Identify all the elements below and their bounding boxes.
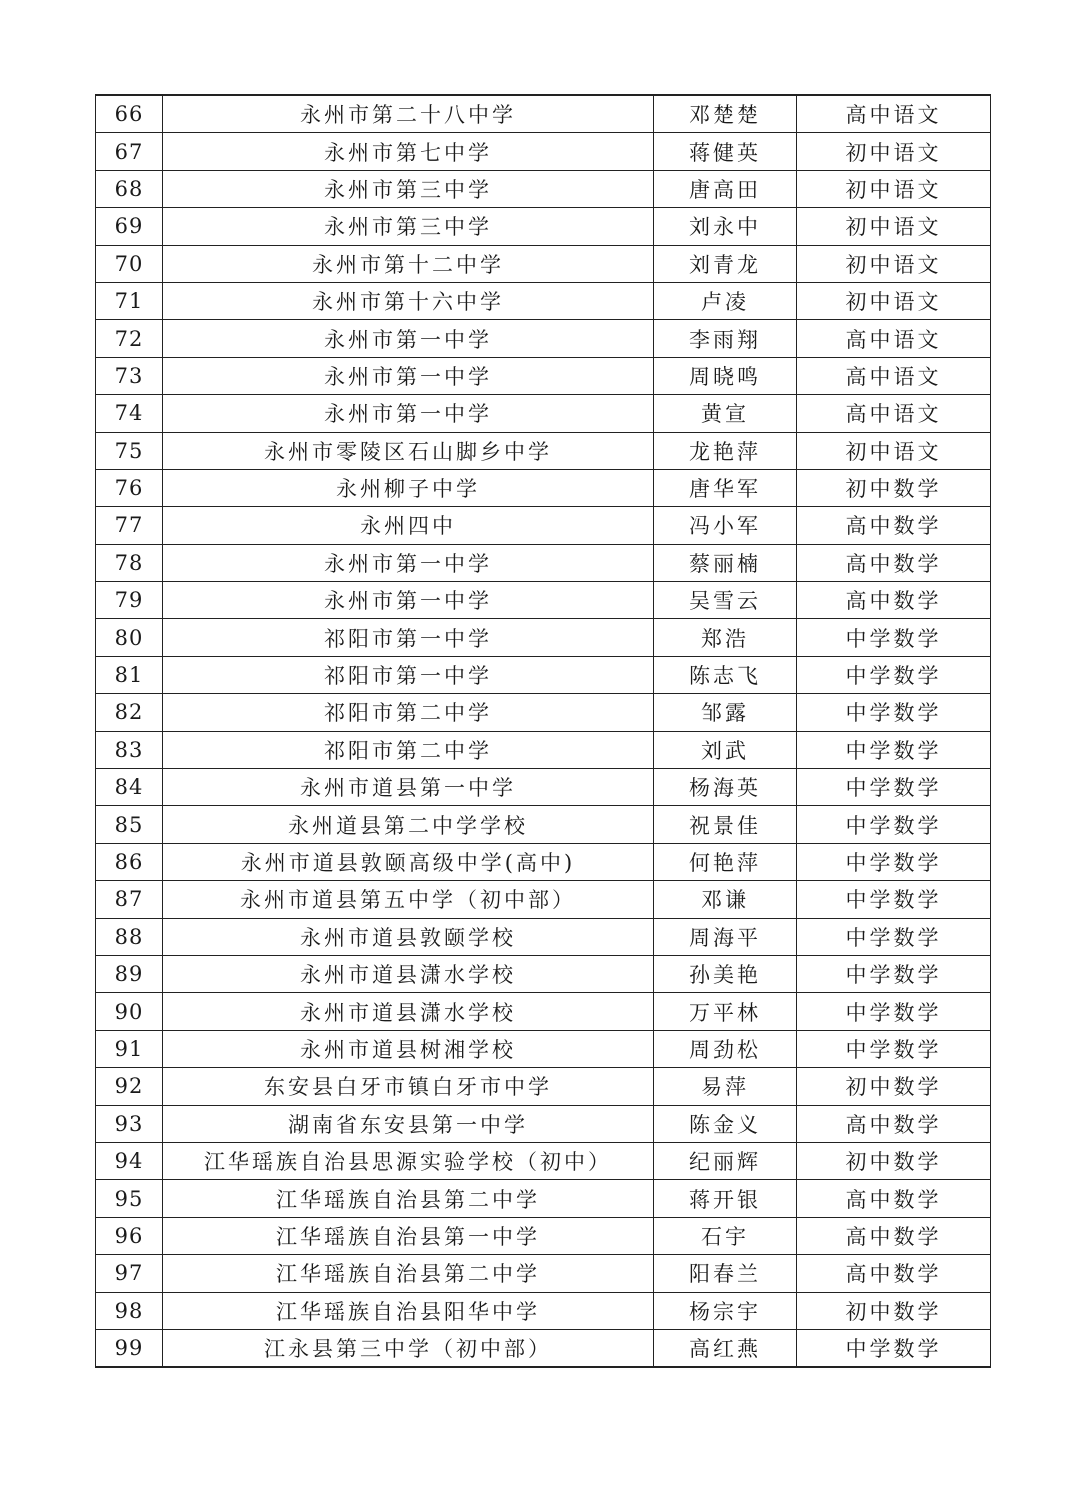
teacher-name-cell: 吴雪云 bbox=[654, 582, 797, 619]
subject-cell: 中学数学 bbox=[797, 881, 991, 918]
teacher-name-cell: 卢凌 bbox=[654, 282, 797, 319]
subject-cell: 高中数学 bbox=[797, 582, 991, 619]
row-number-cell: 74 bbox=[96, 395, 163, 432]
school-name-cell: 祁阳市第一中学 bbox=[163, 619, 654, 656]
table-row bbox=[96, 881, 991, 918]
table-row bbox=[96, 1217, 991, 1254]
teacher-name-cell: 阳春兰 bbox=[654, 1255, 797, 1292]
table-row bbox=[96, 731, 991, 768]
teacher-name-cell: 李雨翔 bbox=[654, 320, 797, 357]
school-name-cell: 永州市第一中学 bbox=[163, 320, 654, 357]
school-name-cell: 永州市第七中学 bbox=[163, 133, 654, 170]
row-number-cell: 97 bbox=[96, 1255, 163, 1292]
row-number-cell: 94 bbox=[96, 1142, 163, 1179]
subject-cell: 中学数学 bbox=[797, 918, 991, 955]
school-name-cell: 祁阳市第二中学 bbox=[163, 694, 654, 731]
school-name-cell: 祁阳市第二中学 bbox=[163, 731, 654, 768]
subject-cell: 中学数学 bbox=[797, 955, 991, 992]
school-name-cell: 永州市第二十八中学 bbox=[163, 95, 654, 133]
table-row bbox=[96, 245, 991, 282]
school-name-cell: 永州柳子中学 bbox=[163, 469, 654, 506]
teacher-name-cell: 邹露 bbox=[654, 694, 797, 731]
row-number-cell: 90 bbox=[96, 993, 163, 1030]
school-name-cell: 永州市道县树湘学校 bbox=[163, 1030, 654, 1067]
table-row bbox=[96, 357, 991, 394]
teacher-name-cell: 邓楚楚 bbox=[654, 95, 797, 133]
row-number-cell: 77 bbox=[96, 507, 163, 544]
teacher-name-cell: 唐华军 bbox=[654, 469, 797, 506]
table-row bbox=[96, 208, 991, 245]
row-number-cell: 76 bbox=[96, 469, 163, 506]
row-number-cell: 72 bbox=[96, 320, 163, 357]
row-number-cell: 85 bbox=[96, 806, 163, 843]
subject-cell: 初中语文 bbox=[797, 133, 991, 170]
subject-cell: 高中语文 bbox=[797, 320, 991, 357]
teacher-name-cell: 蔡丽楠 bbox=[654, 544, 797, 581]
table-row bbox=[96, 282, 991, 319]
teacher-name-cell: 周海平 bbox=[654, 918, 797, 955]
teacher-name-cell: 刘青龙 bbox=[654, 245, 797, 282]
table-row bbox=[96, 469, 991, 506]
subject-cell: 高中数学 bbox=[797, 1255, 991, 1292]
school-name-cell: 江华瑶族自治县第一中学 bbox=[163, 1217, 654, 1254]
school-name-cell: 永州市第十六中学 bbox=[163, 282, 654, 319]
row-number-cell: 96 bbox=[96, 1217, 163, 1254]
school-name-cell: 永州市道县第五中学（初中部） bbox=[163, 881, 654, 918]
row-number-cell: 79 bbox=[96, 582, 163, 619]
teacher-name-cell: 蒋开银 bbox=[654, 1180, 797, 1217]
row-number-cell: 98 bbox=[96, 1292, 163, 1329]
table-row bbox=[96, 955, 991, 992]
school-name-cell: 永州市道县第一中学 bbox=[163, 769, 654, 806]
subject-cell: 中学数学 bbox=[797, 806, 991, 843]
teacher-name-cell: 杨宗宇 bbox=[654, 1292, 797, 1329]
teacher-name-cell: 陈志飞 bbox=[654, 656, 797, 693]
row-number-cell: 80 bbox=[96, 619, 163, 656]
teacher-name-cell: 龙艳萍 bbox=[654, 432, 797, 469]
subject-cell: 高中语文 bbox=[797, 357, 991, 394]
subject-cell: 初中语文 bbox=[797, 208, 991, 245]
row-number-cell: 87 bbox=[96, 881, 163, 918]
row-number-cell: 84 bbox=[96, 769, 163, 806]
table-row bbox=[96, 1105, 991, 1142]
row-number-cell: 82 bbox=[96, 694, 163, 731]
row-number-cell: 75 bbox=[96, 432, 163, 469]
school-name-cell: 永州市第三中学 bbox=[163, 170, 654, 207]
row-number-cell: 89 bbox=[96, 955, 163, 992]
subject-cell: 中学数学 bbox=[797, 694, 991, 731]
table-row bbox=[96, 544, 991, 581]
teacher-name-cell: 纪丽辉 bbox=[654, 1142, 797, 1179]
subject-cell: 中学数学 bbox=[797, 1030, 991, 1067]
row-number-cell: 92 bbox=[96, 1068, 163, 1105]
subject-cell: 高中语文 bbox=[797, 395, 991, 432]
table-row bbox=[96, 918, 991, 955]
subject-cell: 高中数学 bbox=[797, 507, 991, 544]
teacher-name-cell: 郑浩 bbox=[654, 619, 797, 656]
subject-cell: 高中数学 bbox=[797, 1105, 991, 1142]
table-row bbox=[96, 1180, 991, 1217]
row-number-cell: 66 bbox=[96, 95, 163, 133]
teacher-name-cell: 万平林 bbox=[654, 993, 797, 1030]
table-row bbox=[96, 694, 991, 731]
teacher-name-cell: 冯小军 bbox=[654, 507, 797, 544]
table-row bbox=[96, 769, 991, 806]
table-row bbox=[96, 1030, 991, 1067]
roster-body bbox=[96, 95, 991, 1367]
teacher-name-cell: 周劲松 bbox=[654, 1030, 797, 1067]
teacher-name-cell: 杨海英 bbox=[654, 769, 797, 806]
table-row bbox=[96, 993, 991, 1030]
row-number-cell: 99 bbox=[96, 1329, 163, 1367]
row-number-cell: 93 bbox=[96, 1105, 163, 1142]
table-row bbox=[96, 1329, 991, 1367]
subject-cell: 初中数学 bbox=[797, 469, 991, 506]
subject-cell: 中学数学 bbox=[797, 769, 991, 806]
subject-cell: 初中语文 bbox=[797, 432, 991, 469]
row-number-cell: 69 bbox=[96, 208, 163, 245]
teacher-name-cell: 蒋健英 bbox=[654, 133, 797, 170]
table-row bbox=[96, 95, 991, 133]
school-name-cell: 江华瑶族自治县第二中学 bbox=[163, 1255, 654, 1292]
table-row bbox=[96, 1068, 991, 1105]
subject-cell: 高中数学 bbox=[797, 1180, 991, 1217]
row-number-cell: 95 bbox=[96, 1180, 163, 1217]
subject-cell: 初中数学 bbox=[797, 1068, 991, 1105]
school-name-cell: 永州市第一中学 bbox=[163, 357, 654, 394]
teacher-name-cell: 唐高田 bbox=[654, 170, 797, 207]
school-name-cell: 东安县白牙市镇白牙市中学 bbox=[163, 1068, 654, 1105]
subject-cell: 中学数学 bbox=[797, 619, 991, 656]
subject-cell: 初中语文 bbox=[797, 282, 991, 319]
subject-cell: 初中数学 bbox=[797, 1292, 991, 1329]
table-row bbox=[96, 133, 991, 170]
school-name-cell: 江华瑶族自治县阳华中学 bbox=[163, 1292, 654, 1329]
teacher-name-cell: 孙美艳 bbox=[654, 955, 797, 992]
teacher-name-cell: 陈金义 bbox=[654, 1105, 797, 1142]
school-name-cell: 永州市道县敦颐学校 bbox=[163, 918, 654, 955]
school-name-cell: 江华瑶族自治县第二中学 bbox=[163, 1180, 654, 1217]
school-name-cell: 永州四中 bbox=[163, 507, 654, 544]
school-name-cell: 永州市道县潇水学校 bbox=[163, 993, 654, 1030]
subject-cell: 初中数学 bbox=[797, 1142, 991, 1179]
table-row bbox=[96, 432, 991, 469]
teacher-name-cell: 刘武 bbox=[654, 731, 797, 768]
row-number-cell: 68 bbox=[96, 170, 163, 207]
school-name-cell: 江华瑶族自治县思源实验学校（初中） bbox=[163, 1142, 654, 1179]
table-row bbox=[96, 656, 991, 693]
school-name-cell: 永州市第一中学 bbox=[163, 582, 654, 619]
table-row bbox=[96, 1255, 991, 1292]
row-number-cell: 88 bbox=[96, 918, 163, 955]
subject-cell: 初中语文 bbox=[797, 245, 991, 282]
teacher-name-cell: 高红燕 bbox=[654, 1329, 797, 1367]
subject-cell: 中学数学 bbox=[797, 656, 991, 693]
teacher-roster-table bbox=[95, 94, 991, 1368]
table-row bbox=[96, 1292, 991, 1329]
school-name-cell: 永州道县第二中学学校 bbox=[163, 806, 654, 843]
school-name-cell: 永州市零陵区石山脚乡中学 bbox=[163, 432, 654, 469]
school-name-cell: 江永县第三中学（初中部） bbox=[163, 1329, 654, 1367]
row-number-cell: 81 bbox=[96, 656, 163, 693]
school-name-cell: 永州市第一中学 bbox=[163, 544, 654, 581]
school-name-cell: 湖南省东安县第一中学 bbox=[163, 1105, 654, 1142]
row-number-cell: 78 bbox=[96, 544, 163, 581]
teacher-name-cell: 石宇 bbox=[654, 1217, 797, 1254]
teacher-name-cell: 刘永中 bbox=[654, 208, 797, 245]
teacher-name-cell: 周晓鸣 bbox=[654, 357, 797, 394]
table-row bbox=[96, 320, 991, 357]
table-row bbox=[96, 170, 991, 207]
subject-cell: 初中语文 bbox=[797, 170, 991, 207]
school-name-cell: 永州市道县敦颐高级中学(高中) bbox=[163, 843, 654, 880]
subject-cell: 中学数学 bbox=[797, 843, 991, 880]
subject-cell: 高中数学 bbox=[797, 1217, 991, 1254]
subject-cell: 中学数学 bbox=[797, 993, 991, 1030]
table-row bbox=[96, 507, 991, 544]
table-row bbox=[96, 843, 991, 880]
table-row bbox=[96, 1142, 991, 1179]
teacher-name-cell: 黄宣 bbox=[654, 395, 797, 432]
school-name-cell: 永州市第一中学 bbox=[163, 395, 654, 432]
subject-cell: 中学数学 bbox=[797, 731, 991, 768]
row-number-cell: 83 bbox=[96, 731, 163, 768]
teacher-name-cell: 邓谦 bbox=[654, 881, 797, 918]
school-name-cell: 永州市第十二中学 bbox=[163, 245, 654, 282]
table-row bbox=[96, 582, 991, 619]
row-number-cell: 67 bbox=[96, 133, 163, 170]
row-number-cell: 73 bbox=[96, 357, 163, 394]
school-name-cell: 永州市道县潇水学校 bbox=[163, 955, 654, 992]
table-row bbox=[96, 395, 991, 432]
school-name-cell: 永州市第三中学 bbox=[163, 208, 654, 245]
school-name-cell: 祁阳市第一中学 bbox=[163, 656, 654, 693]
table-row bbox=[96, 806, 991, 843]
row-number-cell: 71 bbox=[96, 282, 163, 319]
teacher-name-cell: 易萍 bbox=[654, 1068, 797, 1105]
subject-cell: 高中语文 bbox=[797, 95, 991, 133]
teacher-name-cell: 祝景佳 bbox=[654, 806, 797, 843]
subject-cell: 中学数学 bbox=[797, 1329, 991, 1367]
row-number-cell: 70 bbox=[96, 245, 163, 282]
subject-cell: 高中数学 bbox=[797, 544, 991, 581]
table-row bbox=[96, 619, 991, 656]
teacher-name-cell: 何艳萍 bbox=[654, 843, 797, 880]
row-number-cell: 91 bbox=[96, 1030, 163, 1067]
row-number-cell: 86 bbox=[96, 843, 163, 880]
